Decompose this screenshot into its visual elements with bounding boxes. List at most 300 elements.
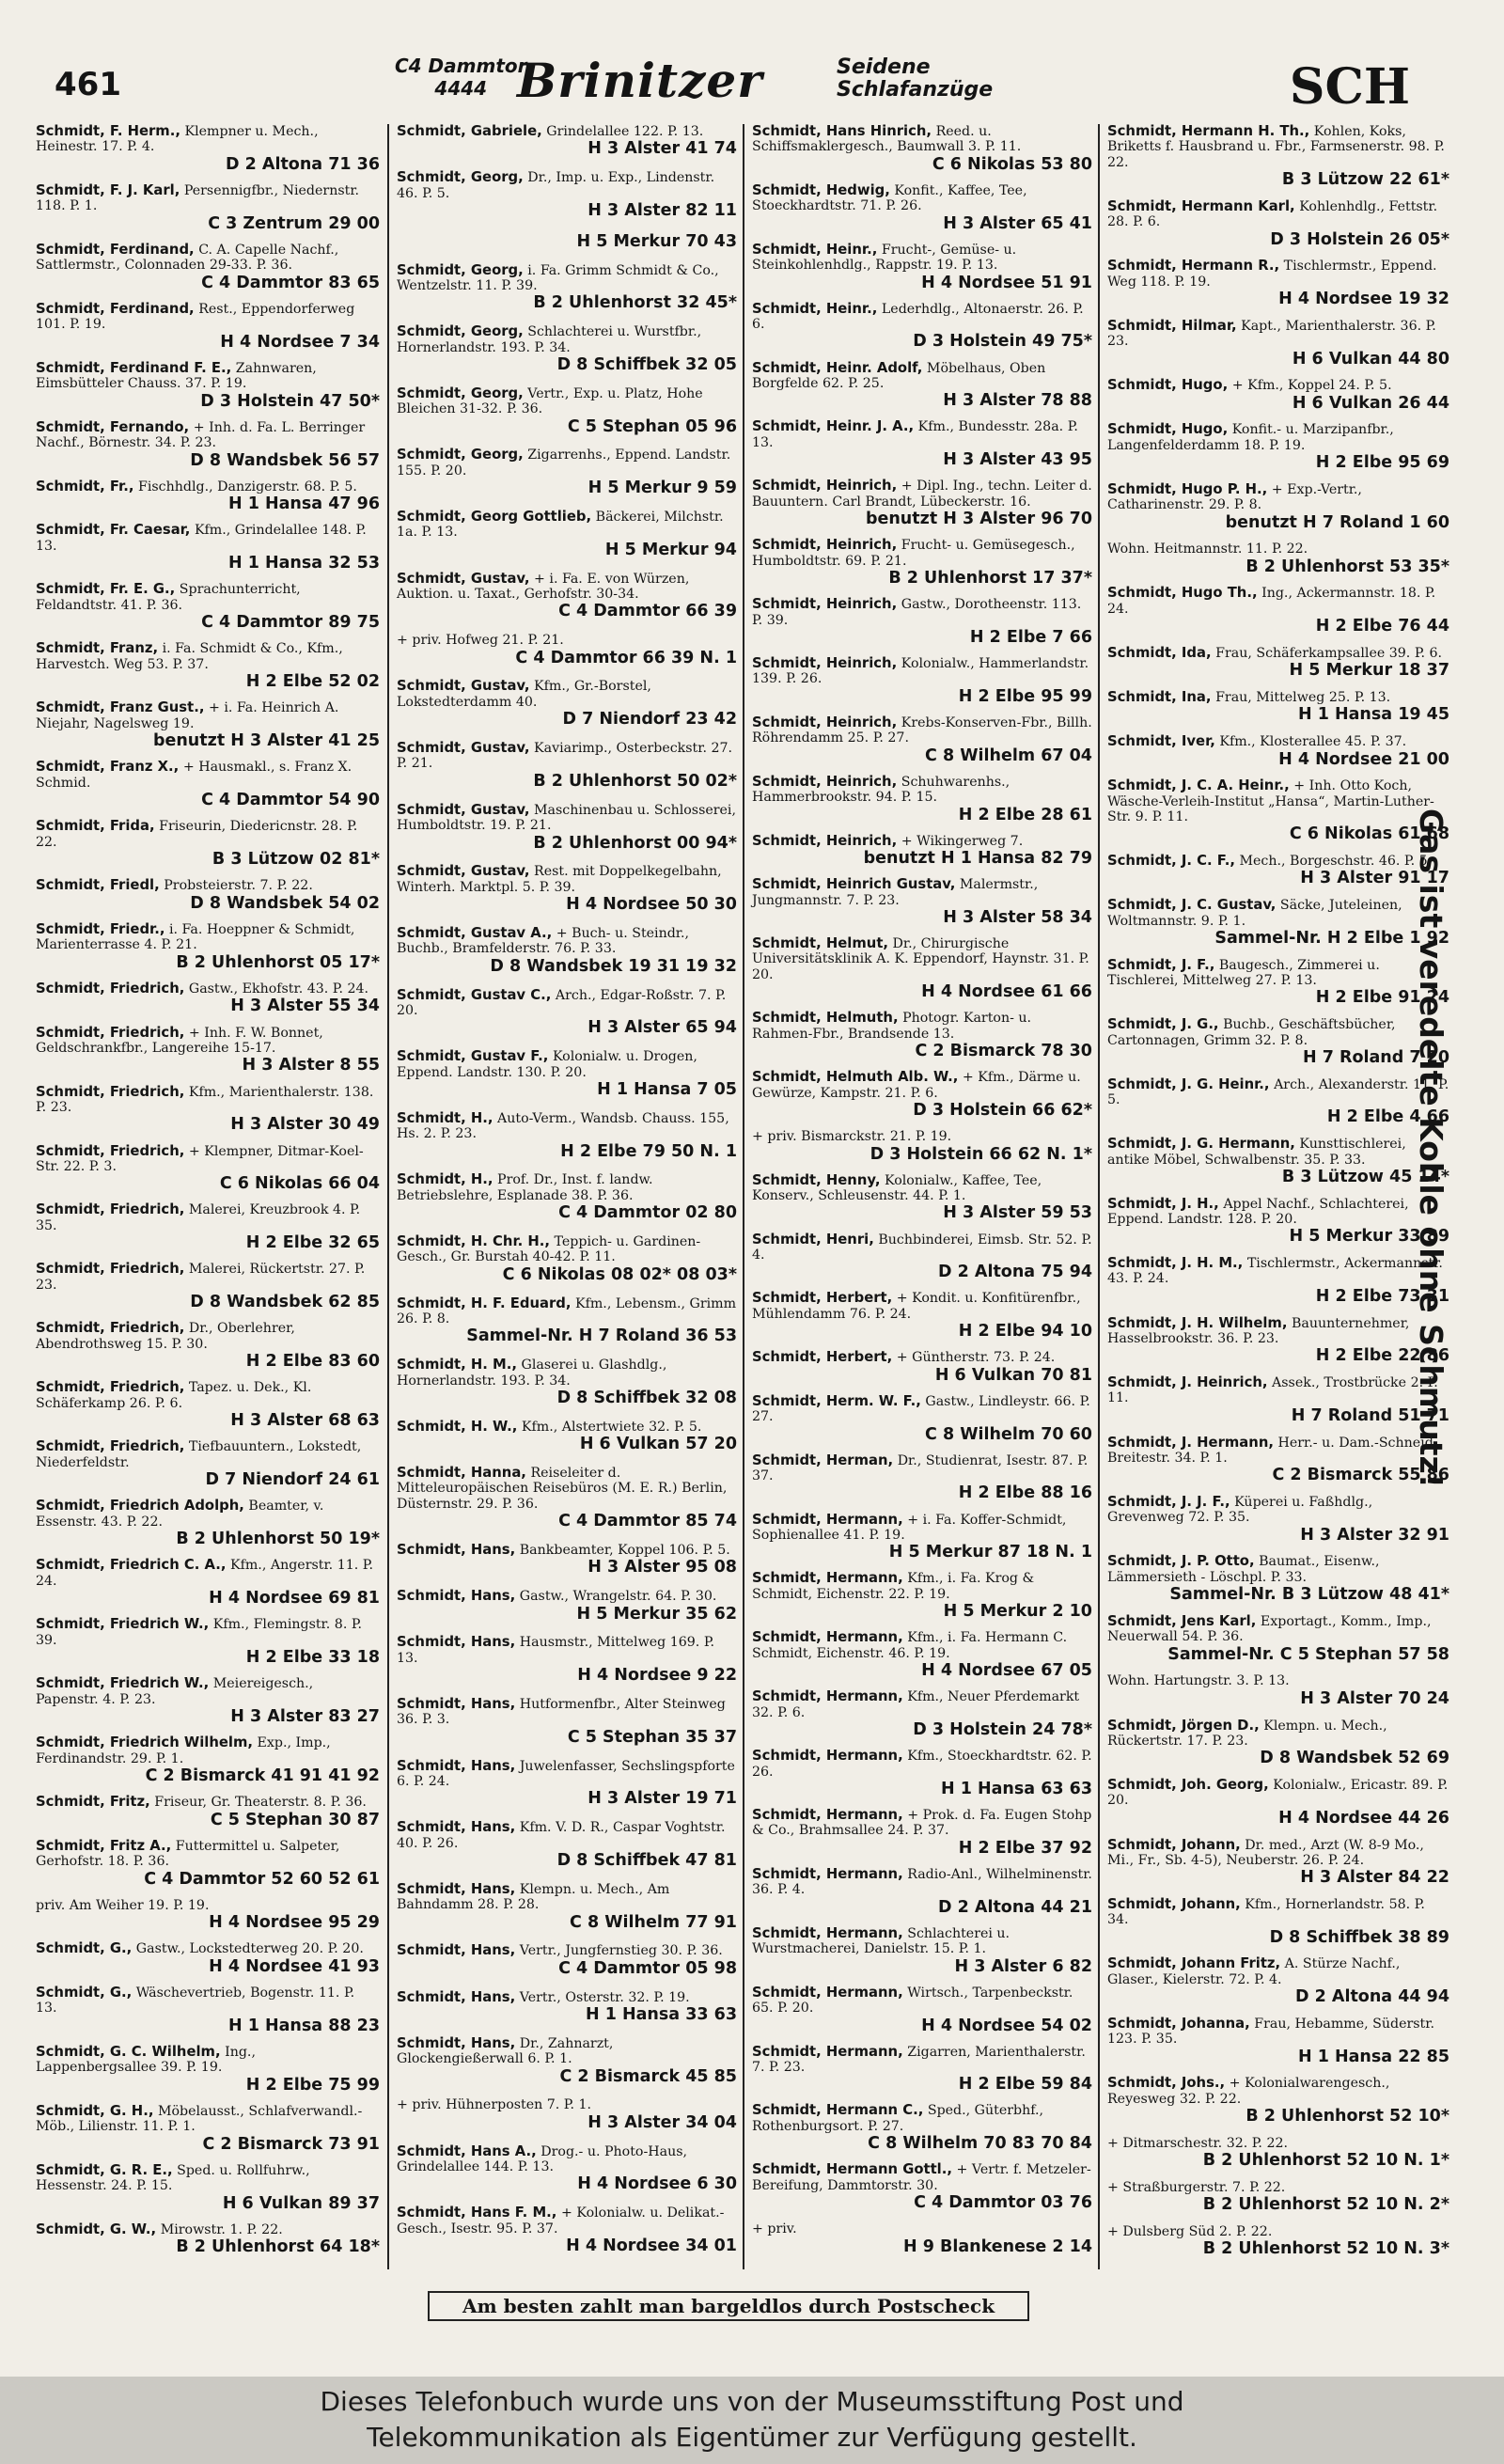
entry-name: Schmidt, Hermann, [752, 1688, 903, 1705]
entry-name: Schmidt, Jörgen D., [1107, 1717, 1260, 1734]
entry-name: Schmidt, Friedrich, [36, 1024, 185, 1041]
entry-description: Klempn. u. Mech., Am Bahndamm 28. P. 28. [397, 1881, 670, 1913]
entry-name: Schmidt, F. Herm., [36, 124, 180, 139]
listing-entry [36, 1985, 380, 2035]
entry-name: Schmidt, Helmuth, [752, 1010, 899, 1027]
entry-phone: Sammel-Nr. C 5 Stephan 57 58 [1167, 1644, 1449, 1664]
entry-phone: H 7 Roland 7 20 [1302, 1047, 1449, 1067]
entry-description: i. Fa. Grimm Schmidt & Co., Wentzelstr. 11. P. 39. [397, 262, 719, 294]
listing-entry [397, 1234, 737, 1284]
entry-description: + i. Fa. E. von Würzen, Auktion. u. Taxat., Gerhofstr. 30-34. [397, 571, 690, 603]
listing-entry [752, 124, 1092, 174]
entry-name: Schmidt, Friedl, [36, 877, 160, 894]
entry-phone: D 3 Holstein 24 78* [913, 1720, 1092, 1740]
entry-name: Schmidt, Friedrich, [36, 1320, 185, 1337]
ad-exchange: C4 Dammtor [395, 55, 527, 77]
entry-phone: H 3 Alster 70 24 [1300, 1688, 1449, 1708]
entry-name: Schmidt, Gustav C., [397, 986, 552, 1003]
entry-name: Schmidt, Hermann, [752, 1748, 903, 1765]
entry-description: Mech., Borgeschstr. 46. P. 5. [1239, 854, 1433, 870]
entry-phone: D 8 Wandsbek 19 31 19 32 [490, 956, 737, 976]
entry-phone: H 1 Hansa 47 96 [227, 494, 380, 514]
listing-column-1 [28, 124, 384, 2269]
entry-name: Schmidt, G., [36, 1985, 133, 2001]
listing-entry [1107, 541, 1449, 575]
entry-name: Schmidt, F. J. Karl, [36, 181, 180, 198]
entry-description: Herr.- u. Dam.-Schneid., Breitestr. 34. P. 1. [1107, 1435, 1442, 1466]
entry-phone: H 2 Elbe 32 65 [245, 1233, 380, 1253]
entry-name: Schmidt, J. P. Otto, [1107, 1553, 1255, 1570]
listing-entry [397, 124, 737, 158]
entry-name: Schmidt, Heinr. Adolf, [752, 359, 923, 376]
entry-description: Grindelallee 122. P. 13. [546, 124, 704, 139]
entry-name: Schmidt, Hermann, [752, 1984, 903, 2001]
entry-phone: H 5 Merkur 18 37 [1289, 661, 1449, 681]
listing-entry [397, 803, 737, 853]
entry-name: Schmidt, Heinrich, [752, 832, 898, 849]
listing-entry [752, 538, 1092, 588]
listing-entry [36, 582, 380, 632]
entry-description: Baugesch., Zimmerei u. Tischlerei, Mittelweg 27. P. 13. [1107, 957, 1380, 989]
listing-entry [1107, 1554, 1449, 1604]
listing-entry [397, 1543, 737, 1577]
entry-phone: H 3 Alster 19 71 [588, 1789, 737, 1809]
entry-name: Schmidt, J. G. Hermann, [1107, 1136, 1295, 1153]
entry-name: Schmidt, Friedrich, [36, 1379, 185, 1396]
entry-description: Kfm., Marienthalerstr. 138. P. 23. [36, 1084, 374, 1115]
entry-description: Schlachterei u. Wurstmacherei, Danielstr. 15. P. 1. [752, 1925, 1010, 1957]
listing-entry [752, 243, 1092, 292]
entry-description: Sped., Güterbhf., Rothenburgsort. P. 27. [752, 2103, 1044, 2134]
listing-column-2 [387, 124, 741, 2269]
entry-name: Schmidt, H., [397, 1109, 494, 1126]
listing-entry [752, 1689, 1092, 1739]
entry-name: Schmidt, Ferdinand, [36, 241, 195, 258]
entry-phone: C 6 Nikolas 53 80 [932, 154, 1092, 174]
entry-name: Schmidt, J. C. F., [1107, 853, 1235, 870]
entry-name: Schmidt, Georg, [397, 385, 524, 401]
entry-name: Schmidt, Johs., [1107, 2075, 1226, 2092]
listing-entry [752, 1232, 1092, 1282]
entry-name: Schmidt, Hermann, [752, 1807, 903, 1824]
entry-description: Rest., Eppendorferweg 101. P. 19. [36, 301, 355, 333]
listing-entry [36, 1144, 380, 1194]
entry-name: Schmidt, Herbert, [752, 1290, 893, 1307]
entry-name: Schmidt, Hans, [397, 1696, 516, 1713]
listing-entry [1107, 319, 1449, 369]
listing-entry [36, 479, 380, 513]
listing-entry [397, 386, 737, 436]
entry-phone: D 8 Wandsbek 56 57 [190, 450, 380, 470]
entry-description: Kfm., Klosterallee 45. P. 37. [1219, 734, 1407, 750]
side-advertisement [1413, 808, 1478, 1636]
listing-entry [397, 1589, 737, 1623]
entry-name: Schmidt, J. H., [1107, 1195, 1219, 1212]
listing-entry [36, 1439, 380, 1489]
entry-description: Bankbeamter, Koppel 106. P. 5. [519, 1543, 730, 1558]
entry-phone: B 2 Uhlenhorst 52 10 N. 3* [1202, 2239, 1449, 2259]
listing-entry [36, 1898, 380, 1932]
entry-phone: benutzt H 3 Alster 96 70 [865, 510, 1092, 529]
listing-entry [397, 572, 737, 621]
entry-description: Kolonialw., Hammerlandstr. 139. P. 26. [752, 656, 1089, 687]
entry-phone: H 2 Elbe 73 31 [1315, 1286, 1449, 1306]
listing-entry [752, 1749, 1092, 1798]
entry-description: + Ditmarschestr. 32. P. 22. [1107, 2135, 1289, 2151]
entry-phone: H 6 Vulkan 57 20 [579, 1435, 737, 1454]
entry-phone: C 5 Stephan 30 87 [210, 1810, 380, 1829]
entry-name: Schmidt, Hugo P. H., [1107, 480, 1268, 497]
entry-description: Vertr., Jungfernstieg 30. P. 36. [519, 1943, 723, 1959]
entry-phone: H 6 Vulkan 26 44 [1292, 393, 1449, 413]
entry-name: Schmidt, Jens Karl, [1107, 1612, 1257, 1629]
entry-phone: H 3 Alster 34 04 [588, 2112, 737, 2132]
entry-description: A. Stürze Nachf., Glaser., Kielerstr. 72. P. 4. [1107, 1956, 1401, 1987]
entry-name: Schmidt, Hans, [397, 1757, 516, 1774]
entry-phone: H 5 Merkur 87 18 N. 1 [888, 1543, 1092, 1562]
entry-description: + Dipl. Ing., techn. Leiter d. Bauuntern. Carl Brandt, Lübeckerstr. 16. [752, 479, 1092, 510]
listing-entry [1107, 199, 1449, 249]
entry-phone: H 2 Elbe 22 86 [1315, 1346, 1449, 1366]
entry-name: Schmidt, Hans, [397, 2034, 516, 2051]
entry-description: Gastw., Ekhofstr. 43. P. 24. [188, 981, 369, 997]
listing-entry [1107, 2224, 1449, 2258]
entry-phone: B 2 Uhlenhorst 50 19* [176, 1530, 380, 1549]
entry-name: Schmidt, Georg, [397, 169, 524, 186]
listing-entry [1107, 958, 1449, 1008]
entry-phone: C 2 Bismarck 73 91 [202, 2134, 380, 2154]
entry-name: Schmidt, Heinrich, [752, 714, 898, 730]
entry-description: Assek., Trostbrücke 2. P. 11. [1107, 1375, 1438, 1406]
listing-entry [397, 1466, 737, 1530]
entry-name: Schmidt, Friedrich C. A., [36, 1557, 227, 1574]
entry-phone: H 4 Nordsee 34 01 [566, 2236, 737, 2256]
entry-phone: H 3 Alster 83 27 [230, 1707, 380, 1727]
entry-phone: C 4 Dammtor 66 39 N. 1 [515, 648, 737, 667]
entry-phone: H 4 Nordsee 67 05 [921, 1661, 1092, 1681]
listing-column-4 [1098, 124, 1453, 2269]
listing-entry [36, 700, 380, 750]
listing-entry [752, 1867, 1092, 1917]
listing-entry [397, 1820, 737, 1870]
entry-name: Schmidt, Friedrich W., [36, 1675, 210, 1692]
entry-name: Schmidt, Heinrich, [752, 596, 898, 613]
entry-phone: B 2 Uhlenhorst 52 10* [1246, 2107, 1449, 2127]
entry-phone: H 2 Elbe 76 44 [1315, 617, 1449, 636]
entry-phone: H 2 Elbe 79 50 N. 1 [560, 1141, 737, 1161]
entry-name: Schmidt, Heinrich, [752, 478, 898, 494]
entry-name: Schmidt, Friedrich, [36, 1201, 185, 1218]
entry-description: Kfm., Angerstr. 11. P. 24. [36, 1558, 373, 1589]
entry-phone: Sammel-Nr. H 7 Roland 36 53 [466, 1326, 737, 1346]
entry-description: Maschinenbau u. Schlosserei, Humboldtstr. 19. P. 21. [397, 802, 736, 834]
entry-phone: H 4 Nordsee 6 30 [577, 2174, 737, 2194]
listing-entry [752, 302, 1092, 352]
entry-phone: D 2 Altona 71 36 [226, 154, 380, 174]
entry-name: Schmidt, J. H. Wilhelm, [1107, 1314, 1288, 1331]
entry-description: Hausmstr., Mittelweg 169. P. 13. [397, 1635, 714, 1666]
entry-description: Klempner u. Mech., Heinestr. 17. P. 4. [36, 124, 319, 155]
entry-description: Tischlermstr., Ackermannstr. 43. P. 24. [1107, 1256, 1443, 1287]
entry-description: Dr., Studienrat, Isestr. 87. P. 37. [752, 1452, 1089, 1484]
listing-entry [36, 1321, 380, 1371]
entry-phone: H 2 Elbe 33 18 [245, 1648, 380, 1668]
entry-name: Schmidt, J. G. Heinr., [1107, 1075, 1270, 1092]
entry-description: + priv. Hühnerposten 7. P. 1. [397, 2097, 592, 2113]
listing-entry [752, 1070, 1092, 1120]
entry-phone: H 3 Alster 84 22 [1300, 1868, 1449, 1888]
listing-entry [752, 1926, 1092, 1976]
entry-phone: H 3 Alster 6 82 [954, 1956, 1092, 1976]
credit-line-2: Telekommunikation als Eigentümer zur Verfügung gestellt. [367, 2422, 1137, 2453]
listing-entry [36, 2222, 380, 2256]
entry-description: Frau, Hebamme, Süderstr. 123. P. 35. [1107, 2016, 1434, 2048]
entry-description: i. Fa. Hoeppner & Schmidt, Marienterrasse 4. P. 21. [36, 921, 355, 953]
entry-description: Frau, Schäferkampsallee 39. P. 6. [1215, 645, 1443, 661]
listing-entry [397, 170, 737, 220]
entry-phone: B 2 Uhlenhorst 17 37* [888, 569, 1092, 589]
entry-description: Zigarren, Marienthalerstr. 7. P. 23. [752, 2044, 1086, 2075]
entry-name: Schmidt, Johann Fritz, [1107, 1955, 1281, 1972]
entry-name: Schmidt, Fernando, [36, 418, 190, 435]
listing-entry [36, 1558, 380, 1608]
entry-phone: H 4 Nordsee 95 29 [209, 1913, 380, 1933]
entry-name: Schmidt, Heinrich Gustav, [752, 876, 956, 893]
listing-entry [397, 1635, 737, 1685]
entry-description: Kfm., Neuer Pferdemarkt 32. P. 6. [752, 1689, 1080, 1720]
entry-description: Möbelhaus, Oben Borgfelde 62. P. 25. [752, 360, 1046, 391]
listing-entry [752, 1453, 1092, 1503]
entry-description: + Wikingerweg 7. [901, 833, 1024, 849]
listing-entry [397, 232, 737, 251]
entry-description: + Prok. d. Fa. Eugen Stohp & Co., Brahmsallee 24. P. 37. [752, 1808, 1092, 1839]
entry-phone: H 1 Hansa 19 45 [1297, 705, 1449, 725]
entry-name: Schmidt, Fritz, [36, 1794, 150, 1811]
entry-description: + Kolonialw. u. Delikat.-Gesch., Isestr. 95. P. 37. [397, 2205, 725, 2236]
entry-description: + Dulsberg Süd 2. P. 22. [1107, 2224, 1273, 2240]
entry-name: Schmidt, Heinr., [752, 241, 878, 258]
entry-phone: C 2 Bismarck 78 30 [915, 1042, 1092, 1061]
entry-name: Schmidt, Hermann, [752, 1629, 903, 1646]
entry-name: Schmidt, Heinrich, [752, 655, 898, 672]
listing-entry [1107, 1495, 1449, 1545]
entry-name: Schmidt, Hugo Th., [1107, 585, 1258, 602]
entry-name: Schmidt, Ida, [1107, 644, 1212, 661]
listing-entry [36, 1839, 380, 1889]
entry-description: Drog.- u. Photo-Haus, Grindelallee 144. P. 13. [397, 2143, 688, 2175]
entry-description: Kolonialw., Ericastr. 89. P. 20. [1107, 1778, 1449, 1809]
entry-name: Schmidt, H. W., [397, 1418, 518, 1435]
entry-description: + i. Fa. Heinrich A. Niejahr, Nagelsweg 19. [36, 700, 339, 731]
listing-entry [397, 1111, 737, 1161]
listing-entry [752, 834, 1092, 868]
entry-description: Kfm., Hornerlandstr. 58. P. 34. [1107, 1896, 1425, 1928]
entry-description: Friseur, Gr. Theaterstr. 8. P. 36. [154, 1795, 367, 1811]
entry-phone: B 2 Uhlenhorst 32 45* [533, 293, 737, 313]
entry-name: Schmidt, G., [36, 1940, 133, 1957]
entry-name: Schmidt, H., [397, 1171, 494, 1188]
entry-phone: H 3 Alster 82 11 [588, 201, 737, 221]
entry-phone: H 5 Merkur 35 62 [576, 1604, 737, 1624]
listing-entry [397, 864, 737, 914]
entry-name: Schmidt, Henny, [752, 1171, 881, 1188]
listing-entry [752, 1129, 1092, 1163]
entry-description: Lederhdlg., Altonaerstr. 26. P. 6. [752, 301, 1084, 333]
entry-description: Dr. med., Arzt (W. 8-9 Mo., Mi., Fr., Sb. 4-5), Neuberstr. 26. P. 24. [1107, 1837, 1424, 1868]
entry-phone: H 1 Hansa 22 85 [1297, 2047, 1449, 2066]
entry-name: Schmidt, Fritz A., [36, 1837, 172, 1854]
entry-name: Schmidt, Hans, [397, 1542, 516, 1558]
entry-name: Schmidt, Hermann C., [752, 2102, 924, 2119]
entry-phone: H 6 Vulkan 70 81 [934, 1365, 1092, 1385]
entry-description: Persennigfbr., Niedernstr. 118. P. 1. [36, 182, 360, 214]
entry-phone: D 8 Schiffbek 38 89 [1269, 1927, 1449, 1947]
entry-description: + Kolonialwarengesch., Reyesweg 32. P. 22. [1107, 2076, 1390, 2107]
entry-phone: H 3 Alster 65 94 [588, 1018, 737, 1038]
entry-name: Schmidt, Herbert, [752, 1349, 893, 1366]
entry-description: Kohlenhdlg., Fettstr. 28. P. 6. [1107, 198, 1438, 230]
entry-description: Auto-Verm., Wandsb. Chauss. 155, Hs. 2. P. 23. [397, 1110, 729, 1142]
entry-description: Kfm., Gr.-Borstel, Lokstedterdamm 40. [397, 679, 651, 710]
listing-entry [1107, 1956, 1449, 2006]
entry-name: Schmidt, Hanna, [397, 1464, 526, 1481]
entry-name: Schmidt, Friedrich, [36, 1083, 185, 1100]
listing-entry [397, 679, 737, 729]
entry-name: Schmidt, Friedrich, [36, 980, 185, 997]
entry-description: Wäschevertrieb, Bogenstr. 11. P. 13. [36, 1985, 355, 2017]
entry-phone: B 3 Lützow 22 61* [1281, 170, 1449, 190]
page-header [28, 53, 1429, 116]
listing-entry [752, 1011, 1092, 1060]
listing-entry [397, 1420, 737, 1453]
entry-name: Schmidt, Gustav, [397, 863, 530, 880]
entry-name: Schmidt, Ferdinand F. E., [36, 359, 232, 376]
entry-name: Schmidt, Fr., [36, 478, 134, 494]
entry-description: Arch., Alexanderstr. 11. P. 5. [1107, 1076, 1449, 1108]
listing-entry [1107, 734, 1449, 768]
listing-entry [397, 1172, 737, 1222]
entry-name: Schmidt, Georg, [397, 323, 524, 340]
entry-description: Probsteierstr. 7. P. 22. [164, 878, 313, 894]
listing-entry [397, 1697, 737, 1747]
entry-description: Tischlermstr., Eppend. Weg 118. P. 19. [1107, 259, 1437, 290]
entry-phone: H 3 Alster 95 08 [588, 1558, 737, 1577]
entry-phone: H 2 Elbe 95 99 [958, 686, 1092, 706]
listing-entry [36, 1735, 380, 1785]
entry-description: Klempn. u. Mech., Rückertstr. 17. P. 23. [1107, 1718, 1387, 1749]
entry-phone: H 3 Alster 41 74 [588, 139, 737, 159]
listing-entry [1107, 2076, 1449, 2126]
listing-entry [36, 922, 380, 972]
entry-name: Schmidt, Friedrich Adolph, [36, 1498, 244, 1514]
entry-phone: H 3 Alster 58 34 [943, 907, 1092, 927]
listing-entry [36, 641, 380, 691]
listing-entry [1107, 1673, 1449, 1707]
entry-description: Photogr. Karton- u. Rahmen-Fbr., Brandsende 13. [752, 1011, 1032, 1042]
entry-phone: H 5 Merkur 70 43 [576, 231, 737, 251]
ad-tagline-line2: Schlafanzüge [837, 78, 994, 102]
entry-phone: H 3 Alster 91 17 [1300, 869, 1449, 888]
header-advertisement [395, 53, 1100, 109]
entry-description: Malermstr., Jungmannstr. 7. P. 23. [752, 877, 1039, 908]
listing-entry [752, 1630, 1092, 1680]
entry-phone: Sammel-Nr. H 2 Elbe 1 92 [1214, 928, 1449, 948]
listing-entry [36, 760, 380, 809]
listing-entry [397, 2144, 737, 2194]
listing-entry [36, 819, 380, 869]
listing-entry [1107, 1778, 1449, 1828]
entry-phone: H 6 Vulkan 44 80 [1292, 349, 1449, 369]
entry-description: Bäckerei, Milchstr. 1a. P. 13. [397, 510, 724, 541]
entry-phone: D 8 Schiffbek 47 81 [556, 1851, 737, 1871]
entry-name: Schmidt, Gustav, [397, 740, 530, 757]
entry-phone: D 7 Niendorf 24 61 [205, 1470, 380, 1490]
listing-entry [397, 988, 737, 1038]
entry-description: Konfit., Kaffee, Tee, Stoeckhardtstr. 71. P. 26. [752, 182, 1027, 214]
listing-entry [397, 2036, 737, 2086]
listing-entry [1107, 1838, 1449, 1888]
entry-name: Schmidt, Herm. W. F., [752, 1392, 921, 1409]
entry-phone: H 2 Elbe 52 02 [245, 672, 380, 692]
entry-description: Friseurin, Diedericnstr. 28. P. 22. [36, 819, 358, 850]
entry-phone: H 3 Alster 8 55 [242, 1056, 380, 1075]
listing-entry [1107, 586, 1449, 636]
entry-phone: C 6 Nikolas 61 68 [1289, 824, 1449, 844]
entry-name: Schmidt, Hans Hinrich, [752, 124, 932, 139]
listing-entry [397, 1882, 737, 1932]
entry-name: Schmidt, Hermann, [752, 1511, 903, 1528]
entry-description: Kfm., i. Fa. Krog & Schmidt, Eichenstr. 22. P. 19. [752, 1571, 1035, 1602]
listing-entry [397, 1943, 737, 1977]
listing-entry [36, 1026, 380, 1075]
entry-name: Schmidt, Gustav, [397, 801, 530, 818]
listing-entry [1107, 2136, 1449, 2170]
entry-name: Schmidt, J. Heinrich, [1107, 1374, 1268, 1391]
entry-description: Frucht- u. Gemüsegesch., Humboldtstr. 69. P. 21. [752, 538, 1075, 569]
entry-phone: C 6 Nikolas 08 02* 08 03* [502, 1264, 737, 1284]
entry-phone: B 2 Uhlenhorst 00 94* [533, 833, 737, 853]
entry-description: + Klempner, Ditmar-Koel-Str. 22. P. 3. [36, 1143, 364, 1174]
entry-description: Säcke, Juteleinen, Woltmannstr. 9. P. 1. [1107, 898, 1402, 929]
listing-entry [397, 1759, 737, 1809]
entry-phone: D 3 Holstein 66 62 N. 1* [870, 1144, 1092, 1164]
entry-name: Schmidt, Heinr., [752, 300, 878, 317]
entry-name: Schmidt, Friedrich, [36, 1261, 185, 1278]
entry-name: Schmidt, Gustav A., [397, 924, 553, 941]
listing-entry [36, 361, 380, 411]
entry-phone: H 2 Elbe 91 24 [1315, 988, 1449, 1008]
entry-description: Wohn. Hartungstr. 3. P. 13. [1107, 1673, 1290, 1689]
listing-entry [36, 1617, 380, 1667]
entry-phone: C 8 Wilhelm 70 83 70 84 [868, 2134, 1092, 2154]
credit-banner [0, 2377, 1504, 2464]
entry-name: Schmidt, Hugo, [1107, 377, 1229, 394]
entry-phone: H 2 Elbe 94 10 [958, 1322, 1092, 1342]
entry-phone: H 5 Merkur 94 [604, 540, 737, 559]
entry-description: Reiseleiter d. Mitteleuropäischen Reisebüros (M. E. R.) Berlin, Düsternstr. 29. P. 36. [397, 1465, 728, 1512]
entry-description: Kohlen, Koks, Briketts f. Hausbrand u. Fbr., Farmsenerstr. 98. P. 22. [1107, 124, 1445, 170]
listing-entry [36, 124, 380, 174]
footer-note: Am besten zahlt man bargeldlos durch Postscheck [428, 2291, 1029, 2321]
entry-description: Krebs-Konserven-Fbr., Billh. Röhrendamm 25. P. 27. [752, 714, 1092, 746]
entry-description: Kfm., Flemingstr. 8. P. 39. [36, 1617, 363, 1648]
entry-name: Schmidt, Georg Gottlieb, [397, 509, 592, 526]
entry-name: Schmidt, H. Chr. H., [397, 1232, 551, 1249]
listing-entry [1107, 1375, 1449, 1425]
listing-entry [36, 1499, 380, 1548]
entry-name: Schmidt, Hermann R., [1107, 258, 1280, 275]
entry-phone: H 5 Merkur 33 89 [1289, 1227, 1449, 1247]
